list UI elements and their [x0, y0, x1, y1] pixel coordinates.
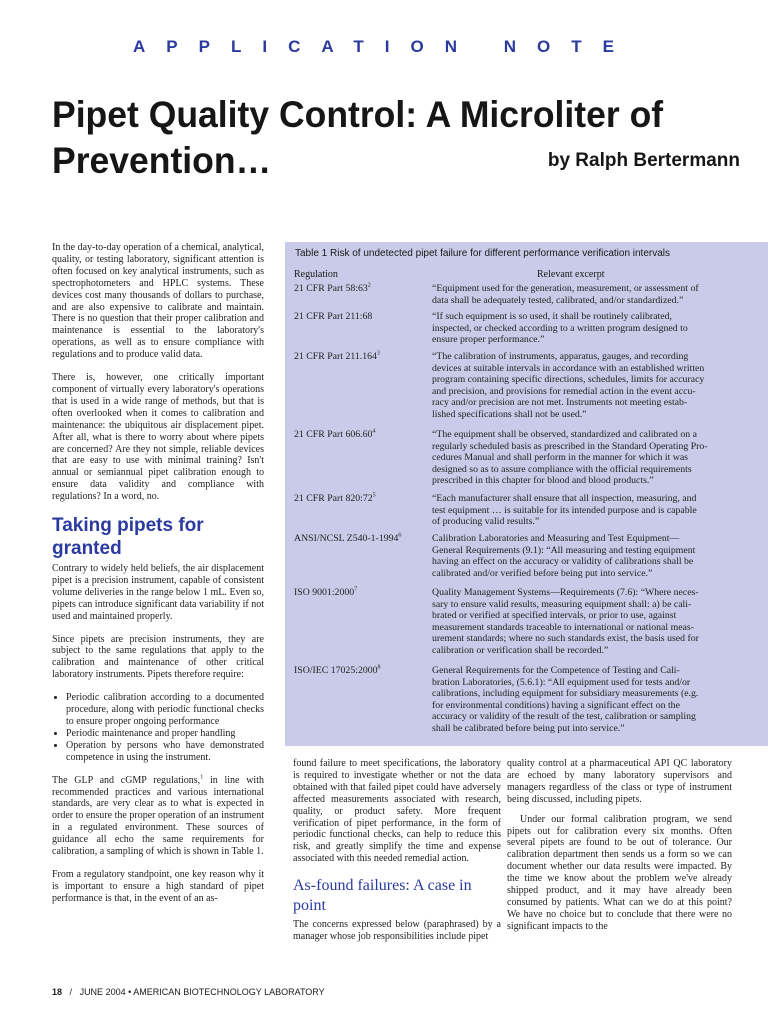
footnote-ref: 6: [398, 532, 402, 539]
regulation-name: 21 CFR Part 211:68: [294, 311, 373, 322]
excerpt-cell: [432, 311, 762, 346]
body-paragraph: The concerns expressed below (paraphrased) by a manager whose job responsibilities include pipet: [293, 919, 501, 943]
excerpt-line: “The calibration of instruments, apparatus, gauges, and recording: [432, 351, 689, 362]
excerpt-line: program containing specific directions, schedules, limits for accuracy: [432, 374, 705, 386]
footnote-ref: 7: [354, 586, 358, 593]
regulation-name: ISO 9001:2000: [294, 587, 355, 598]
table-1: [285, 242, 768, 746]
author-byline: by Ralph Bertermann: [547, 150, 740, 171]
excerpt-line: General Requirements for the Competence of Testing and Cali-: [432, 665, 680, 676]
footer-separator: /: [69, 987, 73, 997]
quote-paragraph: Under our formal calibration program, we send pipets out for calibration every six months. Often several pipets are found to be out of tolerance. Our calibration department then sends us a form so we can document whether our data results were impacted. By the time we know about the problem we've already shipped product, and it may have already been consumed by patients. What can we do at this point? We have no choice but to conclude that there were no significant impacts to the: [507, 813, 732, 932]
excerpt-line: and precision, and provisions for remedial action in the event accu-: [432, 385, 696, 397]
excerpt-line: data shall be adequately tested, calibrated, and/or standardized.”: [432, 294, 684, 306]
excerpt-line: having an effect on the accuracy or validity of calibrations shall be: [432, 556, 694, 568]
column-header-excerpt: Relevant excerpt: [537, 269, 605, 280]
body-paragraph: found failure to meet specifications, the laboratory is required to investigate whether or not the data obtained with that failed pipet could have adversely affected measurements associated with research, quality, or product safety. More frequent verification of pipet performance, in the form of periodic functional checks, can help to reduce this risk, and greatly simplify the time and expense associated with this needed remedial action.: [293, 758, 501, 865]
excerpt-line: calibrations, including equipment for subsidiary measurements (e.g.: [432, 688, 699, 700]
regulation-name: 21 CFR Part 606.60: [294, 429, 373, 440]
excerpt-line: designed so as to assure compliance with the official requirements: [432, 463, 692, 475]
excerpt-line: cedures Manual and shall perform in the manner for which it was: [432, 452, 688, 464]
regulation-cell: [294, 351, 434, 363]
body-paragraph: Contrary to widely held beliefs, the air displacement pipet is a precision instrument, capable of consistent volume deliveries in the range below 1 mL. Even so, pipets can introduce significant data variability if not used and maintained properly.: [52, 563, 264, 622]
excerpt-cell: [432, 665, 762, 735]
list-item: • Periodic calibration according to a documented procedure, along with periodic functional checks to ensure proper ongoing performance: [66, 692, 264, 728]
footnote-ref: 5: [372, 492, 376, 499]
page-footer: [52, 987, 325, 997]
excerpt-cell: [432, 283, 762, 306]
excerpt-line: “Each manufacturer shall ensure that all inspection, measuring, and: [432, 493, 697, 504]
list-item: • Periodic maintenance and proper handling: [66, 728, 264, 740]
footnote-ref: 2: [367, 282, 371, 289]
excerpt-line: “Equipment used for the generation, measurement, or assessment of: [432, 283, 699, 294]
excerpt-line: prescribed in this chapter for blood and blood products.”: [432, 475, 654, 487]
body-paragraph: There is, however, one critically important component of virtually every laboratory's operations that is used in a wide range of methods, but that is often overlooked when it comes to calibration and maintenance: the ubiquitous air displacement pipet. After all, what is there to worry about where pipets are concerned? Are they not simple, reliable devices that are easy to use with minimal training? Isn't annual or semiannual pipet calibration enough to ensure data validity and compliance with regulations? In a word, no.: [52, 372, 264, 503]
excerpt-line: devices at suitable intervals in accordance with an established written: [432, 362, 705, 374]
column-header-regulation: Regulation: [294, 269, 338, 280]
page-number: 18: [52, 987, 63, 997]
text-span: in line with recommended practices and various international standards, are very clear as to what is expected in order to ensure the proper operation of an instrument in a regulated environment. These sources of guidance all echo the same requirements for calibration, a sampling of which is shown in Table 1.: [52, 774, 264, 858]
excerpt-line: “The equipment shall be observed, standardized and calibrated on a: [432, 429, 697, 440]
list-item: • Operation by persons who have demonstrated competence in using the instrument.: [66, 740, 264, 764]
requirements-list: [52, 692, 264, 763]
footnote-ref: 1: [200, 774, 204, 781]
excerpt-line: sary to ensure valid results, measuring equipment shall: a) be cali-: [432, 598, 692, 610]
excerpt-line: of producing valid results.”: [432, 516, 540, 528]
excerpt-line: “If such equipment is so used, it shall be routinely calibrated,: [432, 311, 672, 322]
excerpt-line: measurement standards traceable to international or national meas-: [432, 621, 694, 633]
excerpt-line: urement standards; where no such standards exist, the basis used for: [432, 633, 699, 645]
text-span: The GLP and cGMP regulations,: [52, 774, 201, 786]
excerpt-line: accuracy or validity of the result of the test, calibration or sampling: [432, 711, 696, 723]
excerpt-line: shall be calibrated before being put into service.”: [432, 722, 625, 734]
regulation-cell: [294, 493, 434, 505]
regulation-cell: [294, 665, 434, 677]
section-heading-as-found: As-found failures: A case in point: [293, 877, 472, 915]
body-paragraph: From a regulatory standpoint, one key reason why it is important to ensure a high standard of pipet performance is that, in the event of an as-: [52, 868, 264, 904]
excerpt-cell: [432, 429, 762, 487]
body-paragraph: Since pipets are precision instruments, they are subject to the same regulations that apply to the calibration and maintenance of other critical laboratory instruments. Pipets therefore require:: [52, 633, 264, 681]
excerpt-line: bration Laboratories, (5.6.1): “All equipment used for tests and/or: [432, 676, 691, 688]
excerpt-line: inspected, or checked according to a written program designed to: [432, 322, 688, 334]
regulation-cell: [294, 311, 434, 323]
publication-info: JUNE 2004 • AMERICAN BIOTECHNOLOGY LABORATORY: [79, 987, 325, 997]
column-right: [507, 758, 732, 941]
excerpt-line: ensure proper performance.”: [432, 334, 545, 346]
regulation-name: ANSI/NCSL Z540-1-1994: [294, 533, 399, 544]
body-paragraph: [52, 775, 264, 858]
regulation-cell: [294, 283, 434, 295]
regulation-name: 21 CFR Part 820:72: [294, 493, 373, 504]
regulation-cell: [294, 587, 434, 599]
excerpt-line: racy and/or precision are not met. Instruments not meeting estab-: [432, 397, 688, 409]
regulation-name: 21 CFR Part 211.164: [294, 351, 377, 362]
excerpt-line: for environmental conditions) having a significant effect on the: [432, 699, 680, 711]
excerpt-line: brated or verified at specified intervals, or prior to use, against: [432, 610, 677, 622]
column-left: [52, 242, 264, 916]
excerpt-line: Calibration Laboratories and Measuring and Test Equipment—: [432, 533, 680, 544]
excerpt-line: General Requirements (9.1): “All measuring and testing equipment: [432, 544, 696, 556]
excerpt-line: lished specifications shall not be used.”: [432, 408, 587, 420]
regulation-name: 21 CFR Part 58:63: [294, 283, 368, 294]
excerpt-line: Quality Management Systems—Requirements (7.6): “Where neces-: [432, 587, 699, 598]
footnote-ref: 3: [376, 350, 380, 357]
excerpt-line: test equipment … is suitable for its intended purpose and is capable: [432, 504, 697, 516]
section-heading-taking-pipets: Taking pipets for granted: [52, 515, 204, 560]
regulation-name: ISO/IEC 17025:2000: [294, 665, 378, 676]
regulation-cell: [294, 429, 434, 441]
excerpt-line: regularly scheduled basis as prescribed in the Standard Operating Pro-: [432, 440, 708, 452]
intro-paragraph: In the day-to-day operation of a chemical, analytical, quality, or testing laboratory, significant attention is often focused on key analytical instruments, such as spectrophotometers and HPLC systems. These devices cost many thousands of dollars to purchase, and are also expensive to calibrate and maintain. There is no question that their proper calibration and maintenance is essential to the laboratory's operations, as well as to ensure compliance with regulations and to produce valid data.: [52, 242, 264, 361]
footnote-ref: 8: [377, 664, 381, 671]
excerpt-cell: [432, 351, 762, 421]
column-middle: [293, 758, 501, 954]
excerpt-cell: [432, 587, 762, 657]
article-title: Pipet Quality Control: A Microliter of Prevention…: [52, 94, 664, 181]
table-caption: Table 1 Risk of undetected pipet failure for different performance verification intervals: [295, 248, 671, 259]
footnote-ref: 4: [372, 428, 376, 435]
excerpt-line: calibrated and/or verified before being put into service.”: [432, 567, 653, 579]
excerpt-cell: [432, 493, 762, 528]
body-paragraph: quality control at a pharmaceutical API QC laboratory are echoed by many laboratory supervisors and managers regardless of the class or type of instrument being discussed, including pipets.: [507, 758, 732, 805]
application-note-banner: APPLICATION NOTE: [133, 37, 635, 56]
excerpt-cell: [432, 533, 762, 579]
regulation-cell: [294, 533, 434, 545]
excerpt-line: calibration or verification shall be recorded.”: [432, 644, 609, 656]
